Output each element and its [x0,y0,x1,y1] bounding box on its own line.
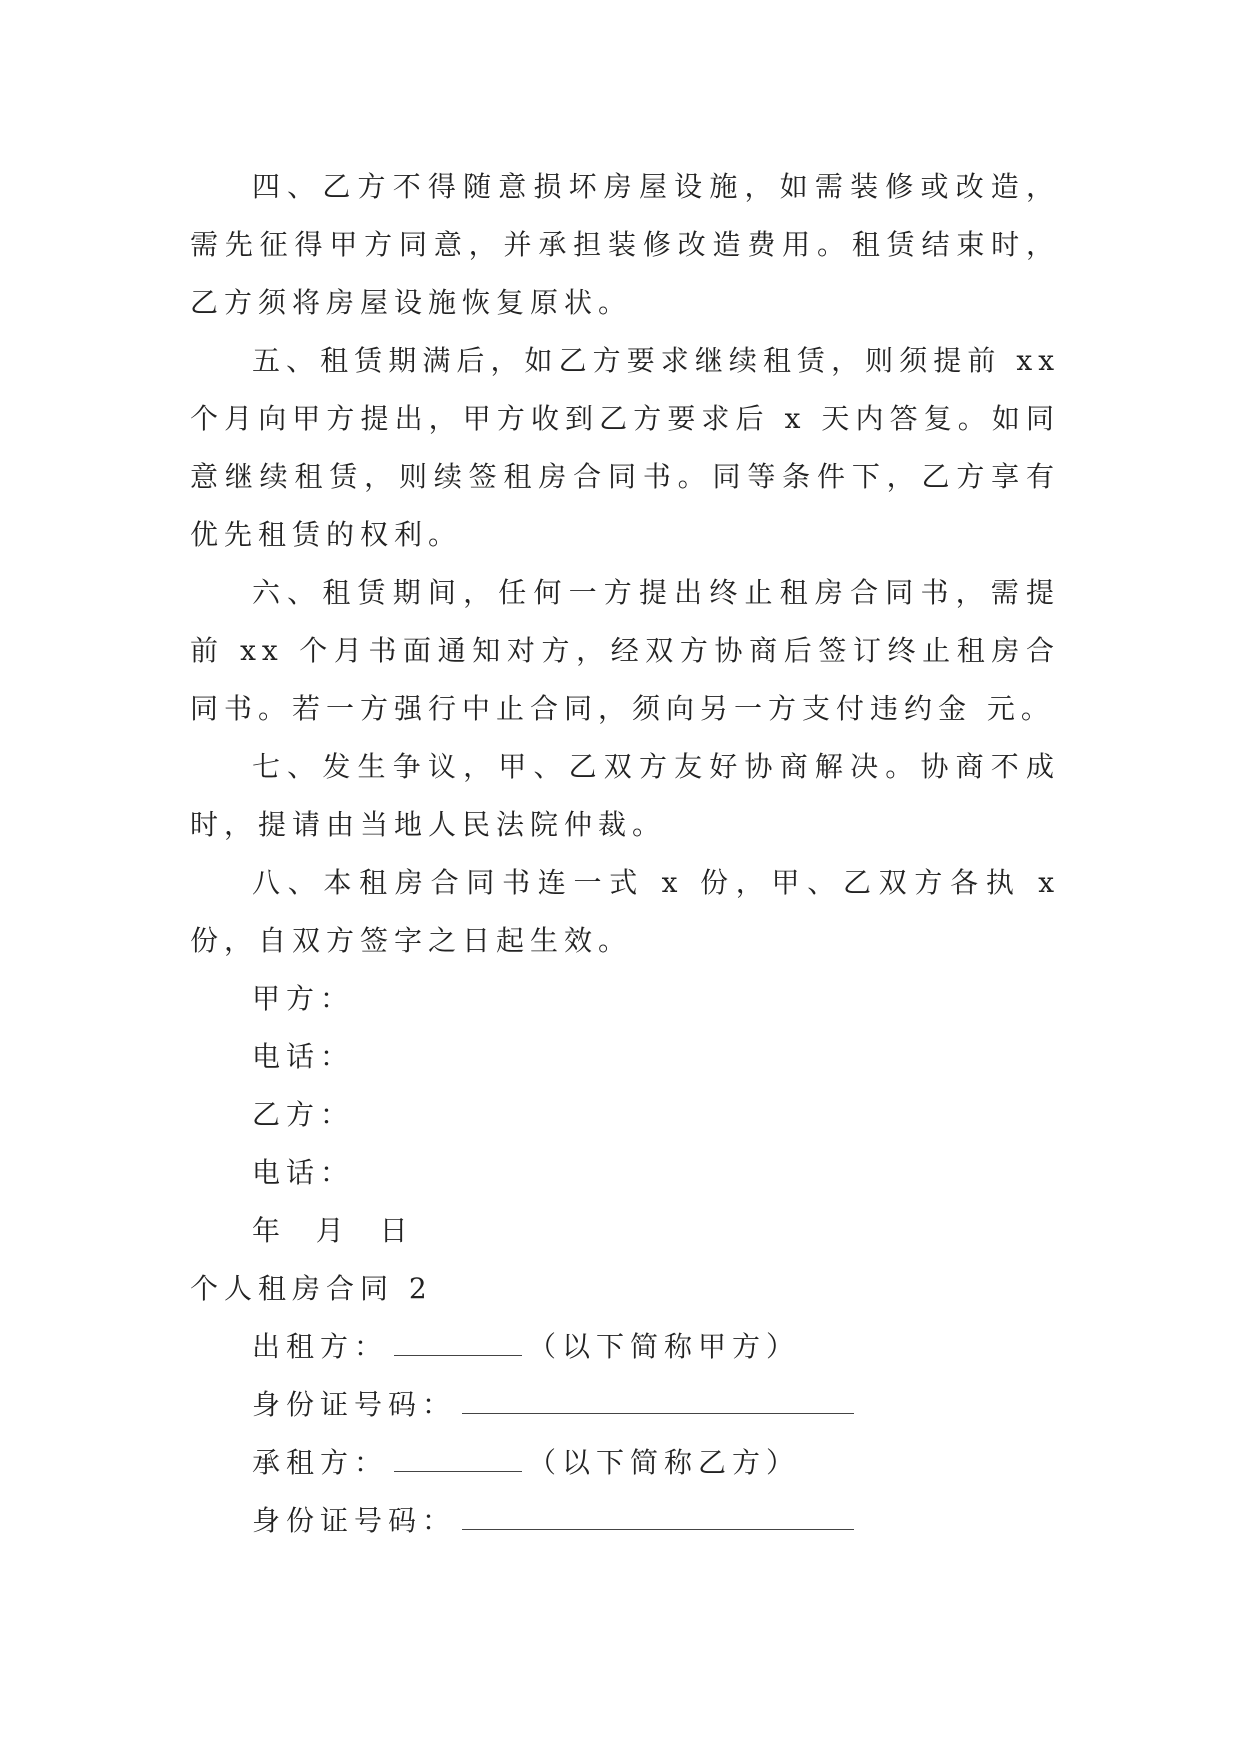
party-b-label: 乙方： [252,1098,355,1131]
clause-7: 七、发生争议，甲、乙双方友好协商解决。协商不成时，提请由当地人民法院仲裁。 [190,750,1060,841]
date-line: 年 月 日 [252,1214,414,1247]
lessor-id-line [190,1376,1060,1434]
contract2-title: 个人租房合同 2 [190,1272,433,1305]
clause-8: 八、本租房合同书连一式 x 份，甲、乙双方各执 x 份，自双方签字之日起生效。 [190,866,1060,957]
clause-5: 五、租赁期满后，如乙方要求继续租赁，则须提前 xx 个月向甲方提出，甲方收到乙方要求后 x 天内答复。如同意继续租赁，则续签租房合同书。同等条件下，乙方享有优先租赁的权利。 [190,344,1060,551]
party-a-phone-label: 电话： [252,1040,355,1073]
lessee-blank [394,1437,522,1472]
lessor-blank [394,1321,522,1356]
lessee-id-label: 身份证号码： [252,1504,457,1537]
lessee-suffix: （以下简称乙方） [528,1446,801,1479]
party-a-label: 甲方： [252,982,355,1015]
document-body [190,158,1060,1550]
lessor-label: 出租方： [252,1330,389,1363]
lessor-suffix: （以下简称甲方） [528,1330,801,1363]
clause-4: 四、乙方不得随意损坏房屋设施，如需装修或改造，需先征得甲方同意，并承担装修改造费用。租赁结束时，乙方须将房屋设施恢复原状。 [190,170,1060,319]
lessee-label: 承租方： [252,1446,389,1479]
lessee-id-blank [462,1495,854,1530]
clause-6: 六、租赁期间，任何一方提出终止租房合同书，需提前 xx 个月书面通知对方，经双方协商后签订终止租房合同书。若一方强行中止合同，须向另一方支付违约金 元。 [190,576,1060,725]
party-b-phone-label: 电话： [252,1156,355,1189]
lessee-id-line [190,1492,1060,1550]
lessor-id-label: 身份证号码： [252,1388,457,1421]
lessee-line [190,1434,1060,1492]
lessor-id-blank [462,1379,854,1414]
lessor-line [190,1318,1060,1376]
